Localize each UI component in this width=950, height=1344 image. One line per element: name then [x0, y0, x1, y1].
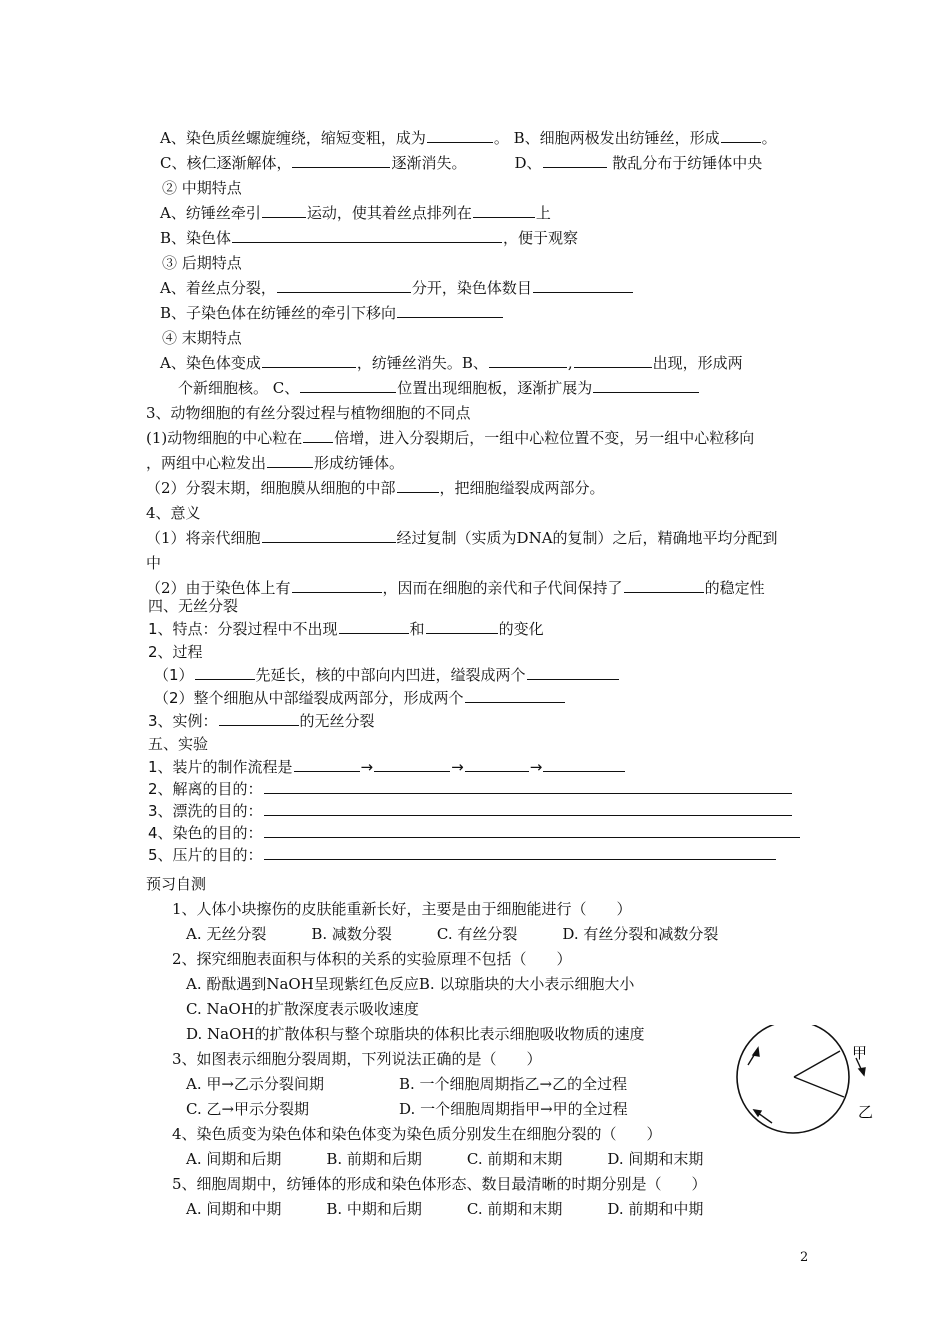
anaphase-heading: ③ 后期特点 [162, 254, 242, 272]
question-3-option-ab: A. 甲→乙示分裂间期 B. 一个细胞周期指乙→乙的全过程 [186, 1075, 628, 1093]
label-yi: 乙 [858, 1103, 874, 1121]
self-test-heading: 预习自测 [146, 875, 207, 893]
amitosis-process-1: （1） 先延长，核的中部向内凹进，缢裂成两个 [154, 665, 620, 685]
section-4-line-1b: 中 [146, 554, 162, 572]
prophase-line-c: C、核仁逐渐解体， 逐渐消失。 D、 散乱分布于纺锤体中央 [160, 154, 763, 172]
amitosis-feature: 1、特点：分裂过程中不出现 和 的变化 [148, 620, 544, 638]
amitosis-heading: 四、无丝分裂 [148, 597, 239, 615]
cell-cycle-diagram [730, 1025, 880, 1135]
section-3-line-2: （2）分裂末期，细胞膜从细胞的中部 ，把细胞缢裂成两部分。 [146, 479, 605, 497]
section-3-line-1: (1)动物细胞的中心粒在 倍增，进入分裂期后，一组中心粒位置不变，另一组中心粒移向 [146, 429, 755, 447]
question-5: 5、细胞周期中，纺锤体的形成和染色体形态、数目最清晰的时期分别是（ ） [172, 1175, 707, 1193]
arrow-icon [748, 1048, 759, 1065]
section-4-line-2: （2）由于染色体上有 ，因而在细胞的亲代和子代间保持了 的稳定性 [146, 579, 765, 597]
question-2-option-c: C. NaOH的扩散深度表示吸收速度 [186, 1000, 419, 1018]
experiment-press: 5、压片的目的： [148, 845, 777, 865]
telophase-line-a: A、染色体变成 ，纺锤丝消失。B、 , 出现，形成两 [160, 354, 743, 372]
section-3-heading: 3、动物细胞的有丝分裂过程与植物细胞的不同点 [146, 404, 471, 422]
question-2-option-d: D. NaOH的扩散体积与整个琼脂块的体积比表示细胞吸收物质的速度 [186, 1025, 645, 1043]
question-2: 2、探究细胞表面积与体积的关系的实验原理不包括（ ） [172, 950, 572, 968]
arrow-icon [754, 1110, 772, 1123]
question-3: 3、如图表示细胞分裂周期，下列说法正确的是（ ） [172, 1050, 542, 1068]
cycle-radius-yi [794, 1077, 844, 1097]
label-jia: 甲 [852, 1044, 868, 1062]
question-5-options: A. 间期和中期 B. 中期和后期 C. 前期和末期 D. 前期和中期 [186, 1200, 704, 1218]
section-4-heading: 4、意义 [146, 504, 201, 522]
telophase-heading: ④ 末期特点 [162, 329, 242, 347]
question-1: 1、人体小块擦伤的皮肤能重新长好，主要是由于细胞能进行（ ） [172, 900, 632, 918]
metaphase-heading: ② 中期特点 [162, 179, 242, 197]
metaphase-line-b: B、染色体 ，便于观察 [160, 229, 579, 247]
page-number: 2 [800, 1250, 809, 1265]
experiment-flow: 1、装片的制作流程是 → → → [148, 757, 626, 777]
question-3-option-cd: C. 乙→甲示分裂期 D. 一个细胞周期指甲→甲的全过程 [186, 1100, 628, 1118]
metaphase-line-a: A、纺锤丝牵引 运动，使其着丝点排列在 上 [160, 204, 551, 222]
section-4-line-1: （1）将亲代细胞 经过复制（实质为DNA的复制）之后，精确地平均分配到 [146, 529, 778, 547]
prophase-line-a: A、染色质丝螺旋缠绕，缩短变粗，成为 。 B、细胞两极发出纺锤丝，形成 。 [160, 129, 777, 147]
amitosis-example: 3、实例： 的无丝分裂 [148, 712, 375, 730]
experiment-dissociation: 2、解离的目的： [148, 779, 793, 799]
question-1-options: A. 无丝分裂 B. 减数分裂 C. 有丝分裂 D. 有丝分裂和减数分裂 [186, 925, 719, 943]
experiment-heading: 五、实验 [148, 735, 209, 753]
anaphase-line-a: A、着丝点分裂， 分开，染色体数目 [160, 278, 634, 298]
cycle-circle [737, 1025, 849, 1133]
amitosis-process-2: （2）整个细胞从中部缢裂成两部分，形成两个 [154, 688, 566, 708]
anaphase-line-b: B、子染色体在纺锤丝的牵引下移向 [160, 303, 504, 323]
question-4: 4、染色质变为染色体和染色体变为染色质分别发生在细胞分裂的（ ） [172, 1125, 662, 1143]
telophase-line-a2: 个新细胞核。 C、 位置出现细胞板，逐渐扩展为 [178, 378, 700, 398]
experiment-stain: 4、染色的目的： [148, 823, 801, 843]
amitosis-process: 2、过程 [148, 643, 203, 661]
question-2-option-ab: A. 酚酞遇到NaOH呈现紫红色反应B. 以琼脂块的大小表示细胞大小 [186, 975, 635, 993]
cycle-radius-jia [794, 1051, 840, 1077]
section-3-line-1b: ，两组中心粒发出 形成纺锤体。 [146, 454, 405, 472]
question-4-options: A. 间期和后期 B. 前期和后期 C. 前期和末期 D. 间期和末期 [186, 1150, 704, 1168]
experiment-rinse: 3、漂洗的目的： [148, 801, 793, 821]
